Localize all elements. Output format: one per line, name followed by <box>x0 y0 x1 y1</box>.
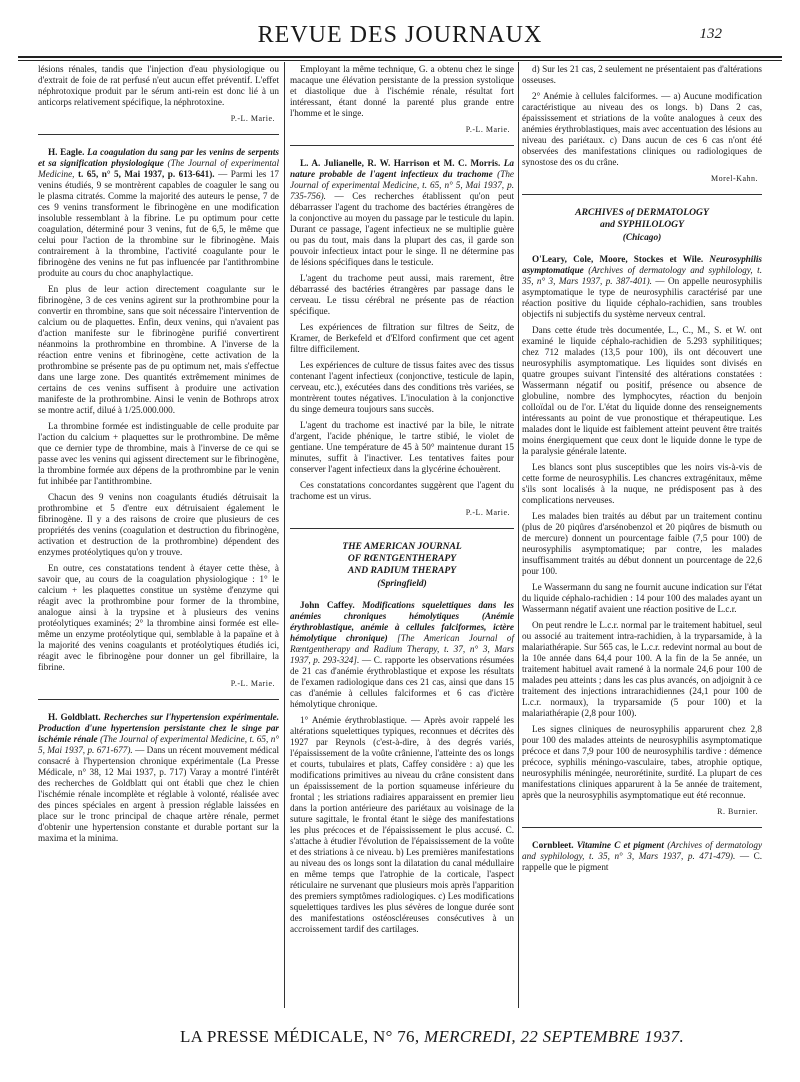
author-signature: P.-L. Marie. <box>465 125 510 134</box>
article-paragraph: Le Wassermann du sang ne fournit aucune indication sur l'état du liquide céphalo-rachidien : 14 pour 100 des malades ayant un Wassermann négatif avaient une réaction positive de L.c.r. <box>522 582 762 614</box>
article-body: — Parmi les 17 venins étudiés, 9 se montrèrent capables de coaguler le sang ou le plasma citratés. Comme la majorité des auteurs le pense, 7 de ces 9 venins transforment le fibrinogène en une modification insoluble ressemblant à la fibrine. Le pu optimum pour cette coagulation, déterminé pour 3 venins, fut de 6,5, le même que celui pour l'action de la thrombine sur le fibrinogène. Mais contrairement à la thrombine, l'activité coagulante pour le fibrinogène des venins ne fut pas influencée par l'antithrombine produite au cours du choc anaphylactique. <box>38 169 280 278</box>
article-paragraph: Ces constatations concordantes suggèrent que l'agent du trachome est un virus. <box>290 480 514 501</box>
article-author: John Caffey. <box>300 600 355 610</box>
page-number: 132 <box>699 26 722 42</box>
article-paragraph: L'agent du trachome est inactivé par la bile, le nitrate d'argent, l'acide phénique, le tartre stibié, le violet de gentiane. Une température de 45 à 50° maintenue durant 15 minutes, suffit à l'inactiver. Les tentatives faites pour conserver l'agent infectieux dans la glycérine échouèrent. <box>290 420 514 474</box>
article-continuation: lésions rénales, tandis que l'injection d'eau physiologique ou d'extrait de foie de rat perfusé n'eut aucun effet préventif. L'effet néphrotoxique produit par le sérum anti-rein est donc lié à un anticorps relativement spécifique, la néphrotoxine. <box>38 64 279 107</box>
column-divider <box>284 62 285 1008</box>
article-title: Recherches sur l'hypertension expérimentale. Production d'une hypertension persistante chez le singe par ischémie rénale <box>38 712 280 744</box>
author-signature: P.-L. Marie. <box>230 679 275 688</box>
article-author: H. Eagle. <box>48 147 85 157</box>
column-3 <box>522 64 762 878</box>
column-1 <box>38 64 279 849</box>
journal-heading-line: AND RADIUM THERAPY <box>347 565 457 576</box>
article-paragraph: Les malades bien traités au début par un traitement continu (plus de 20 piqûres d'arsénobenzol et 20 piqûres de bismuth ou de mercure) donnent un pourcentage faible (7,5 pour 100) de neurosyphilis asymptomatique; par contre, les malades insuffisamment traités au début donnent un pourcentage de 22,6 pour 100. <box>522 511 762 576</box>
article-body: — C. rappelle que le pigment <box>522 851 762 872</box>
journal-heading-line: and SYPHILOLOGY <box>600 219 684 230</box>
article-paragraph: Chacun des 9 venins non coagulants étudiés détruisait la prothrombine et 5 d'entre eux détruisaient également le fibrinogène. Il y a des raisons de croire que plusieurs de ces propriétés des venins (coagulation et destruction du fibrinogène, activation et destruction de la prothrombine) dépendent des enzymes protéolytiques qu'on y trouve. <box>38 492 279 557</box>
article-author: L. A. Julianelle, R. W. Harrison et M. C. Morris. <box>300 158 501 168</box>
article-title: Vitamine C et pigment <box>576 840 664 850</box>
journal-city: (Springfield) <box>377 579 427 589</box>
footer-journal: LA PRESSE MÉDICALE, <box>180 1027 369 1046</box>
article-reference: (The Journal of experimental Medicine, t. 65, n° 5, Mai 1937, p. 735-756). <box>290 169 514 201</box>
article-reference: (Archives of dermatology and syphilology, t. 35, n° 3, Mars 1937, p. 387-401). <box>522 265 762 286</box>
article-goldblatt <box>38 712 279 844</box>
article-paragraph: 1° Anémie érythroblastique. — Après avoir rappelé les altérations squelettiques typiques, reconnues et décrites dès 1927 par Reynols (c'est-à-dire, à des degrés variés, l'épaississement de la voûte crânienne, l'atteinte des os longs et courts, tubulaires et plats, Caffey considère : a) que les modifications primitives au niveau du crâne consistent dans un épaississement de la portion squameuse inférieure du frontal ; les striations radiaires apparaissent en premier lieu dans la portion antérieure des pariétaux au voisinage de la suture sagittale, le frontal étant le siège des manifestations les plus précoces et de l'épaississement le plus accusé. C. s'attache à étudier l'évolution de l'épaississement de la voûte et des striations à ce niveau. b) Les premières manifestations au niveau des os longs sont la dilatation du canal médullaire en même temps que l'atrophie de la corticale, l'aspect réticulaire ne survenant que plusieurs mois après l'apparition des premiers symptômes radiologiques. c) Les modifications squelettiques tardives les plus sévères de longue durée sont des manifestations ostéoscléreuses consécutives à un accroissement tardif des cartilages. <box>290 715 514 934</box>
article-paragraph: En outre, ces constatations tendent à étayer cette thèse, à savoir que, au cours de la coagulation physiologique : 1° le calcium + les plaquettes constitue un système d'enzyme qui réagit avec la prothrombine pour former de la thrombine, analogue ainsi à la trypsine et à plusieurs des venins protéolytiques examinés; 2° la thrombine ainsi formée est elle-même un enzyme protéolytique qui, semblable à la papaïne et à la majorité des venins coagulants et protéolytiques étudiés ici, réagit avec le fibrinogène pour donner un gel fibrillaire, la fibrine. <box>38 563 279 672</box>
page-footer <box>180 1027 760 1047</box>
article-paragraph: La thrombine formée est indistinguable de celle produite par l'action du calcium + plaquettes sur le prothrombine. De même que ce dernier type de thrombine, mais à l'inverse de ce qui se passe avec les venins qui agissent directement sur le fibrinogène, la thrombine formée aux dépens de la prothrombine par le venin fut inhibée par l'antithrombine. <box>38 421 279 486</box>
article-separator <box>290 145 514 146</box>
article-separator <box>38 134 279 135</box>
author-signature: P.-L. Marie. <box>230 114 275 123</box>
article-title: Neurosyphilis asymptomatique <box>522 254 763 275</box>
header-rule <box>18 56 782 58</box>
article-separator <box>38 699 279 700</box>
article-title: La coagulation du sang par les venins de serpents et sa signification physiologique <box>38 147 279 168</box>
article-separator <box>522 194 762 195</box>
author-signature: R. Burnier. <box>717 807 758 816</box>
article-separator <box>290 528 514 529</box>
journal-heading-line: ARCHIVES of DERMATOLOGY <box>575 207 709 218</box>
article-separator <box>522 827 762 828</box>
column-2 <box>290 64 514 940</box>
article-paragraph: En plus de leur action directement coagulante sur le fibrinogène, 3 de ces venins agirent sur la prothrombine pour la convertir en thrombine, sans que soit nécessaire l'intervention de calcium ou de plaquettes. Enfin, deux venins, qui n'avaient pas d'action manifeste sur le fibrinogène purifié convertirent néanmoins la prothrombine en thrombine. A l'inverse de la réaction entre venins et fibrinogène, cette activation de la prothrombine se présente pas de pu optimum net, mais s'effectue dans une large zone. Des quantités extrêmement minimes de certains de ces venins suffisent à produire une activation manifeste de la prothrombine. Ainsi le venin de Bothrops atrox se montre actif, dilué à 1/25.000.000. <box>38 284 279 415</box>
article-title: La nature probable de l'agent infectieux du trachome <box>290 158 514 179</box>
column-divider <box>518 62 519 1008</box>
journal-city: (Chicago) <box>622 233 662 243</box>
article-body: — On appelle neurosyphilis asymptomatique le type de neurosyphilis caractérisé par une réaction positive du liquide céphalo-rachidien, sans troubles objectifs ni subjectifs du système nerveux central. <box>522 276 763 319</box>
article-body: — C. rapporte les observations résumées de 21 cas d'anémie érythroblastique et expose les résultats de l'examen radiologique dans ces 21 cas, ainsi que dans 15 cas d'anémie à cellules falciformes et 6 cas d'ictère hémolytique chronique. <box>290 655 514 709</box>
journal-section-title: REVUE DES JOURNAUX <box>257 22 543 48</box>
article-paragraph: Les expériences de filtration sur filtres de Seitz, de Kramer, de Berkefeld et d'Elford confirment que cet agent filtre difficilement. <box>290 322 514 354</box>
journal-heading <box>522 207 762 231</box>
article-reference-volume: t. 65, n° 5, Mai 1937, p. 613-641). <box>77 169 215 179</box>
journal-heading <box>290 541 514 577</box>
article-author: H. Goldblatt. <box>48 712 101 722</box>
article-reference: [The American Journal of Rœntgentherapy and Radium Therapy, t. 37, n° 3, Mars 1937, p. 293-324]. <box>290 633 515 665</box>
author-signature: P.-L. Marie. <box>465 508 510 517</box>
page-header <box>18 22 782 56</box>
article-title: Modifications squelettiques dans les anémies chroniques hémolytiques (Anémie érythroblastique, anémie à cellules falciformes, ictère hémolytique chronique) <box>290 600 514 643</box>
article-reference: (The Journal of experimental Medicine, <box>38 158 280 179</box>
footer-issue: N° 76, <box>373 1027 420 1046</box>
header-rule-thin <box>18 60 782 61</box>
article-reference: (The Journal of experimental Medicine, t. 65, n° 5, Mai 1937, p. 671-677). <box>38 734 279 755</box>
article-paragraph: 2° Anémie à cellules falciformes. — a) Aucune modification caractéristique au niveau des os longs. b) Dans 2 cas, épaississement et striations de la voûte analogues à ceux des anémies érythroblastiques, mais avec accentuation des lésions au niveau des pariétaux. c) Dans aucun de ces 6 cas n'ont été observées des manifestations cliniques ou radiologiques de synostose des os du crâne. <box>522 91 762 167</box>
author-signature: Morel-Kahn. <box>710 174 758 183</box>
article-caffey <box>290 600 514 935</box>
article-eagle <box>38 147 279 689</box>
article-paragraph: On peut rendre le L.c.r. normal par le traitement habituel, seul ou associé au traitement intra-rachidien, à la tryparsamide, à la malariathérapie. Sur 565 cas, le L.c.r. redevint normal au bout de la 10e année dans 64,4 pour 100. A la fin de la 5e année, un traitement habituel avait ramené à la normale 24,6 pour 100 de malades peu atteints ; dans les cas plus avancés, on adjoignit à ce traitement des injections intrarachidiennes (24,1 pour 100 de L.c.r. normaux), la tryparsamide (5 pour 100) et la malariathérapie (2,8 pour 100). <box>522 620 762 718</box>
article-reference: (Archives of dermatology and syphilology, t. 35, n° 3, Mars 1937, p. 471-479). <box>522 840 763 861</box>
article-paragraph: Les blancs sont plus susceptibles que les noirs vis-à-vis de cette forme de neurosyphilis. Les chancres extragénitaux, même s'ils sont localisés à la nuque, ne prédisposent pas à des complications nerveuses. <box>522 462 762 505</box>
journal-heading-line: THE AMERICAN JOURNAL <box>342 541 462 552</box>
article-oleary <box>522 254 762 817</box>
footer-date: MERCREDI, 22 SEPTEMBRE 1937. <box>423 1027 685 1046</box>
article-paragraph: Les signes cliniques de neurosyphilis apparurent chez 2,8 pour 100 des malades atteints de neurosyphilis asymptomatique précoce et dans 7,9 pour 100 de neurosyphilis tardive : démence précoce, syphilis méningo-vasculaire, tabes, atrophie optique, neurosyphilis méningée, neurorétinite, surdité. La plupart de ces manifestations cliniques apparurent à la 5e année de traitement, après que la neurosyphilis asymptomatique eut été reconnue. <box>522 724 762 800</box>
article-body: — Ces recherches établissent qu'on peut débarrasser l'agent du trachome des bactéries étrangères de la conjonctive au moyen du passage par le testicule du lapin. Durant ce passage, l'agent infectieux ne se multiplie guère ou pas du tout, mais dans la plupart des cas, il garde son pouvoir infectieux intact pour le singe. Il ne détermine pas de lésions spécifiques dans le testicule. <box>290 191 515 267</box>
article-paragraph: d) Sur les 21 cas, 2 seulement ne présentaient pas d'altérations osseuses. <box>522 64 762 85</box>
article-paragraph: Dans cette étude très documentée, L., C., M., S. et W. ont examiné le liquide céphalo-rachidien de 5.293 syphilitiques; chez 712 malades (13,5 pour 100), ils ont découvert une neurosyphilis asymptomatique. Les liquides sont divisés en quatre groupes suivant l'intensité des altérations constatées : Wassermann négatif ou positif, présence ou absence de globuline, nombre des lymphocytes, réaction du benjoin colloïdal ou de l'or. L'état du liquide donne des renseignements intéressants au point de vue pronostique et thérapeutique. Les malades dont le liquide est faiblement atteint peuvent être traités moins énergiquement que ceux dont le liquide donne le type de la paralysie générale latente. <box>522 325 762 456</box>
journal-heading-line: OF RŒNTGENTHERAPY <box>347 553 457 564</box>
article-body: — Dans un récent mouvement médical consacré à l'hypertension chronique expérimentale (La Presse Médicale, n° 38, 12 Mai 1937, p. 717) Varay a montré l'intérêt des recherches de Goldblatt qui ont établi que chez le chien l'ischémie rénale incomplète et réglable à volonté, réalisée avec des pinces spéciales en argent à pression réglable laissées en place sur le tronc principal de chaque artère rénale, permet d'obtenir une hypertension constante et durable portant sur la maxima et la minima. <box>38 745 280 843</box>
article-paragraph: Les expériences de culture de tissus faites avec des tissus contenant l'agent infectieux (conjonctive, testicule de lapin, cerveau, etc.), exécutées dans des conditions très variées, se montrèrent toutes négatives. L'inoculation à la conjonctive du singe demeura toujours sans succès. <box>290 360 514 414</box>
article-julianelle <box>290 158 514 518</box>
article-cornbleet <box>522 840 762 873</box>
article-paragraph: L'agent du trachome peut aussi, mais rarement, être débarrassé des bactéries étrangères par passage dans le cerveau. Le tissu cérébral ne présente pas de réaction spécifique. <box>290 273 514 316</box>
article-author: Cornbleet. <box>532 840 574 850</box>
article-paragraph: Employant la même technique, G. a obtenu chez le singe macaque une élévation persistante de la pression systolique et diastolique due à l'ischémie rénale, résultat fort intéressant, étant donné la parenté plus grande entre l'homme et le singe. <box>290 64 514 118</box>
article-author: O'Leary, Cole, Moore, Stockes et Wile. <box>532 254 704 264</box>
